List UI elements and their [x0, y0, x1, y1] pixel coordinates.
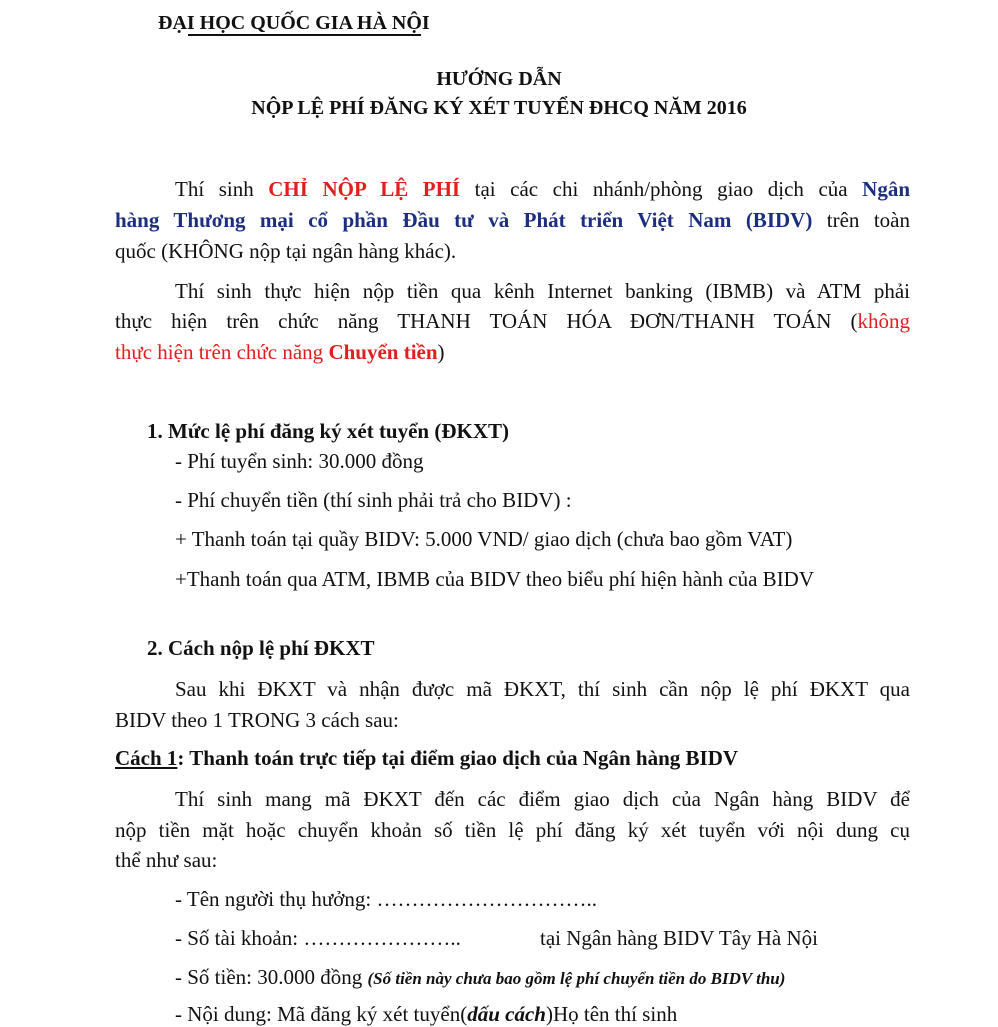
- fee-item-atm: +Thanh toán qua ATM, IBMB của BIDV theo biểu phí hiện hành của BIDV: [175, 567, 815, 591]
- account-line: - Số tài khoản: …………………..: [175, 926, 461, 950]
- para1-line1: Thí sinh CHỈ NỘP LỆ PHÍ tại các chi nhánh/phòng giao dịch của Ngân: [175, 177, 911, 201]
- method1-line2: nộp tiền mặt hoặc chuyển khoản số tiền lệ phí đăng ký xét tuyển với nội dung cụ: [115, 818, 910, 842]
- section2-heading: 2. Cách nộp lệ phí ĐKXT: [147, 636, 375, 660]
- amount-line: - Số tiền: 30.000 đồng (Số tiền này chưa bao gồm lệ phí chuyển tiền do BIDV thu): [175, 965, 786, 989]
- document-title-line2: NỘP LỆ PHÍ ĐĂNG KÝ XÉT TUYỂN ĐHCQ NĂM 2016: [251, 97, 747, 119]
- para1-line3: quốc (KHÔNG nộp tại ngân hàng khác).: [115, 239, 457, 263]
- method1-line3: thể như sau:: [115, 848, 218, 872]
- bank-branch: tại Ngân hàng BIDV Tây Hà Nội: [540, 926, 819, 950]
- document-title-line1: HƯỚNG DẪN: [436, 68, 562, 90]
- para2-line2: thực hiện trên chức năng THANH TOÁN HÓA ĐƠN/THANH TOÁN (không: [115, 309, 910, 333]
- fee-item-admission: - Phí tuyển sinh: 30.000 đồng: [175, 449, 424, 473]
- section1-heading: 1. Mức lệ phí đăng ký xét tuyển (ĐKXT): [147, 419, 510, 443]
- para2-line3: thực hiện trên chức năng Chuyển tiền): [115, 340, 445, 364]
- content-line: - Nội dung: Mã đăng ký xét tuyển(dấu cách)Họ tên thí sinh: [175, 1002, 678, 1026]
- method1-line1: Thí sinh mang mã ĐKXT đến các điểm giao dịch của Ngân hàng BIDV để: [175, 787, 910, 811]
- para2-line1: Thí sinh thực hiện nộp tiền qua kênh Internet banking (IBMB) và ATM phải: [175, 279, 910, 303]
- section2-intro-line2: BIDV theo 1 TRONG 3 cách sau:: [115, 708, 399, 732]
- university-name: ĐẠI HỌC QUỐC GIA HÀ NỘI: [158, 12, 430, 34]
- fee-item-transfer: - Phí chuyển tiền (thí sinh phải trả cho BIDV) :: [175, 488, 572, 512]
- method1-heading: Cách 1: Thanh toán trực tiếp tại điểm giao dịch của Ngân hàng BIDV: [115, 746, 739, 770]
- header-underline: [188, 34, 421, 36]
- section2-intro-line1: Sau khi ĐKXT và nhận được mã ĐKXT, thí sinh cần nộp lệ phí ĐKXT qua: [175, 677, 910, 701]
- beneficiary-line: - Tên người thụ hưởng: …………………………..: [175, 887, 597, 911]
- para1-line2: hàng Thương mại cổ phần Đầu tư và Phát triển Việt Nam (BIDV) trên toàn: [115, 208, 910, 232]
- fee-item-counter: + Thanh toán tại quầy BIDV: 5.000 VND/ giao dịch (chưa bao gồm VAT): [175, 527, 793, 551]
